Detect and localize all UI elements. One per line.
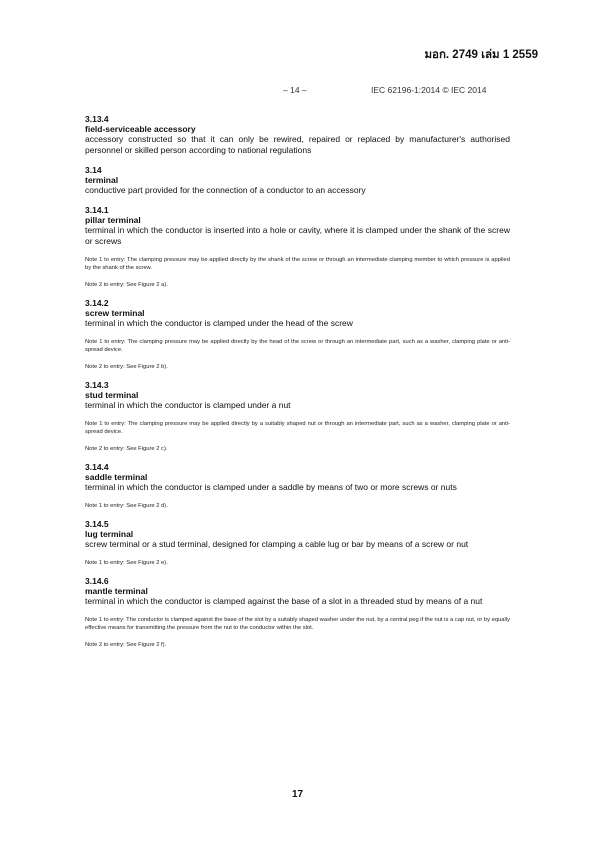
- note-to-entry: Note 1 to entry: The clamping pressure may be applied directly by a suitably shaped nut or through an intermediate part, such as a washer, clamping plate or anti-spread device.: [85, 421, 510, 435]
- header-page-number: – 14 –: [283, 85, 307, 95]
- definition-entry: [85, 380, 510, 453]
- definition-entry: [85, 576, 510, 649]
- term-definition: screw terminal or a stud terminal, designed for clamping a cable lug or bar by means of a screw or nut: [85, 539, 469, 549]
- term-number: 3.13.4: [85, 114, 109, 124]
- term-number: 3.14.5: [85, 519, 109, 529]
- note-to-entry: Note 2 to entry: See Figure 2 c).: [85, 446, 168, 452]
- term-number: 3.14.4: [85, 462, 109, 472]
- standard-number: มอก. 2749 เล่ม 1 2559: [424, 49, 538, 61]
- definition-entry: [85, 462, 510, 510]
- note-to-entry: Note 2 to entry: See Figure 2 f).: [85, 642, 167, 648]
- definition-entry: [85, 165, 510, 196]
- note-to-entry: Note 1 to entry: See Figure 2 e).: [85, 560, 168, 566]
- definition-entry: [85, 205, 510, 289]
- term-title: pillar terminal: [85, 215, 141, 225]
- term-title: terminal: [85, 175, 119, 185]
- definition-entry: [85, 298, 510, 371]
- term-definition: accessory constructed so that it can only be rewired, repaired or replaced by manufacturer's authorised personnel or skilled person according to national regulations: [85, 134, 510, 155]
- term-title: screw terminal: [85, 308, 145, 318]
- term-title: stud terminal: [85, 390, 139, 400]
- term-definition: terminal in which the conductor is clamped under the head of the screw: [85, 318, 353, 328]
- note-to-entry: Note 1 to entry: The clamping pressure may be applied directly by the head of the screw or through an intermediate part, such as a washer, clamping plate or anti-spread device.: [85, 339, 510, 353]
- definitions-body: [85, 114, 510, 658]
- term-definition: terminal in which the conductor is clamped under a nut: [85, 400, 291, 410]
- definition-entry: [85, 519, 510, 567]
- note-to-entry: Note 1 to entry: The conductor is clamped against the base of the slot by a suitably shaped washer under the nut, by a central peg if the nut is a cap nut, or by equally effective means for transmitting the pressure from the nut to the conductor within the slot.: [85, 617, 510, 631]
- page-folio: 17: [291, 789, 304, 800]
- term-number: 3.14.3: [85, 380, 109, 390]
- note-to-entry: Note 1 to entry: See Figure 2 d).: [85, 503, 168, 509]
- term-definition: terminal in which the conductor is clamped under a saddle by means of two or more screws or nuts: [85, 482, 457, 492]
- definition-entry: [85, 114, 510, 156]
- term-definition: terminal in which the conductor is inserted into a hole or cavity, where it is clamped under the shank of the screw or screws: [85, 225, 510, 246]
- note-to-entry: Note 2 to entry: See Figure 2 a).: [85, 282, 168, 288]
- term-number: 3.14.6: [85, 576, 109, 586]
- note-to-entry: Note 2 to entry: See Figure 2 b).: [85, 364, 168, 370]
- header-standard-reference: IEC 62196-1:2014 © IEC 2014: [371, 85, 487, 95]
- term-definition: terminal in which the conductor is clamped against the base of a slot in a threaded stud by means of a nut: [85, 596, 483, 606]
- term-title: lug terminal: [85, 529, 134, 539]
- term-number: 3.14: [85, 165, 102, 175]
- term-number: 3.14.2: [85, 298, 109, 308]
- term-title: saddle terminal: [85, 472, 148, 482]
- term-title: mantle terminal: [85, 586, 148, 596]
- term-definition: conductive part provided for the connection of a conductor to an accessory: [85, 185, 366, 195]
- term-title: field-serviceable accessory: [85, 124, 196, 134]
- term-number: 3.14.1: [85, 205, 109, 215]
- note-to-entry: Note 1 to entry: The clamping pressure may be applied directly by the shank of the screw or through an intermediate clamping member to which pressure is applied by the shank of the screw.: [85, 257, 510, 271]
